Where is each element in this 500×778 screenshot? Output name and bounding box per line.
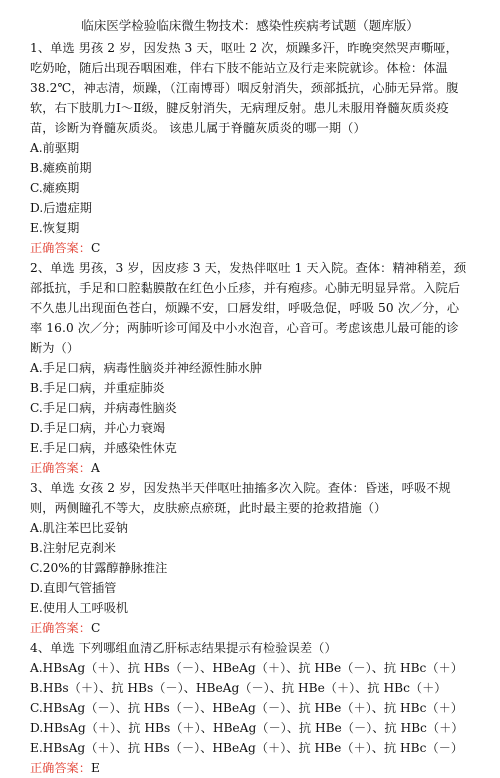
option-c: C.20%的甘露醇静脉推注 (30, 561, 168, 575)
question-stem: 4、单选 下列哪组血清乙肝标志结果提示有检验误差（） (30, 641, 337, 655)
answer-value: C (90, 241, 101, 255)
option-e: E.使用人工呼吸机 (30, 601, 129, 615)
answer-label: 正确答案： (30, 241, 91, 255)
option-list (30, 518, 470, 618)
page-title: 临床医学检验临床微生物技术：感染性疾病考试题（题库版） (81, 18, 419, 33)
option-b: B.HBs（＋）、抗 HBs（－）、HBeAg（－）、抗 HBe（＋）、抗 HBc（＋） (30, 681, 447, 695)
answer-label: 正确答案： (30, 761, 91, 775)
question-1 (30, 38, 470, 258)
correct-answer (30, 238, 470, 258)
question-4 (30, 638, 470, 778)
option-list (30, 138, 470, 238)
correct-answer (30, 758, 470, 778)
option-e: E.HBsAg（＋）、抗 HBs（－）、HBeAg（＋）、抗 HBe（＋）、抗 HBc（－） (30, 741, 464, 755)
option-d: D.HBsAg（＋）、抗 HBs（＋）、HBeAg（－）、抗 HBe（－）、抗 HBc（＋） (30, 721, 464, 735)
question-2 (30, 258, 470, 478)
option-c: C.HBsAg（－）、抗 HBs（－）、HBeAg（－）、抗 HBe（＋）、抗 HBc（＋） (30, 701, 463, 715)
option-b: B.瘫痪前期 (30, 161, 92, 175)
option-a: A.手足口病，病毒性脑炎并神经源性肺水肿 (30, 361, 263, 375)
option-a: A.HBsAg（＋）、抗 HBs（－）、HBeAg（＋）、抗 HBe（－）、抗 HBc（＋） (30, 661, 463, 675)
correct-answer (30, 618, 470, 638)
option-c: C.手足口病，并病毒性脑炎 (30, 401, 177, 415)
option-d: D.手足口病，并心力衰竭 (30, 421, 166, 435)
answer-label: 正确答案： (30, 621, 91, 635)
answer-value: E (90, 761, 100, 775)
option-a: A.前驱期 (30, 141, 80, 155)
answer-value: C (90, 621, 101, 635)
question-stem: 3、单选 女孩 2 岁，因发热半天伴呕吐抽搐多次入院。查体：昏迷，呼吸不规则，两侧瞳孔不等大，皮肤瘀点瘀斑，此时最主要的抢救措施（） (30, 481, 451, 515)
option-e: E.恢复期 (30, 221, 80, 235)
question-stem: 2、单选 男孩，3 岁，因皮疹 3 天，发热伴呕吐 1 天入院。查体：精神稍差，颈部抵抗，手足和口腔黏膜散在红色小丘疹，并有疱疹。心肺无明显异常。入院后不久患儿出现面色苍白，烦躁不安，口唇发绀，呼吸急促，呼吸 50 次／分，心率 16.0 次／分；两肺听诊可闻及中小水泡音，心音可。考虑该患儿最可能的诊断为（） (30, 261, 467, 355)
option-list (30, 358, 470, 458)
question-stem: 1、单选 男孩 2 岁，因发热 3 天，呕吐 2 次，烦躁多汗，昨晚突然哭声嘶哑，吃奶呛，随后出现吞咽困难，伴右下肢不能站立及行走来院就诊。体检：体温 38.2℃，神志清，烦躁，（江南博哥）咽反射消失，颈部抵抗，心肺无异常。腹软，右下肢肌力Ⅰ～Ⅱ级，腱反射消失，无病理反射。患儿未服用脊髓灰质炎疫苗，诊断为脊髓灰质炎。 该患儿属于脊髓灰质炎的哪一期（） (30, 41, 459, 135)
option-b: B.注射尼克刹米 (30, 541, 116, 555)
answer-label: 正确答案： (30, 461, 91, 475)
question-3 (30, 478, 470, 638)
option-d: D.后遗症期 (30, 201, 92, 215)
option-d: D.直即气管插管 (30, 581, 117, 595)
option-e: E.手足口病，并感染性休克 (30, 441, 177, 455)
option-c: C.瘫痪期 (30, 181, 80, 195)
correct-answer (30, 458, 470, 478)
answer-value: A (90, 461, 100, 475)
option-b: B.手足口病，并重症肺炎 (30, 381, 165, 395)
option-list (30, 658, 470, 758)
option-a: A.肌注苯巴比妥钠 (30, 521, 128, 535)
